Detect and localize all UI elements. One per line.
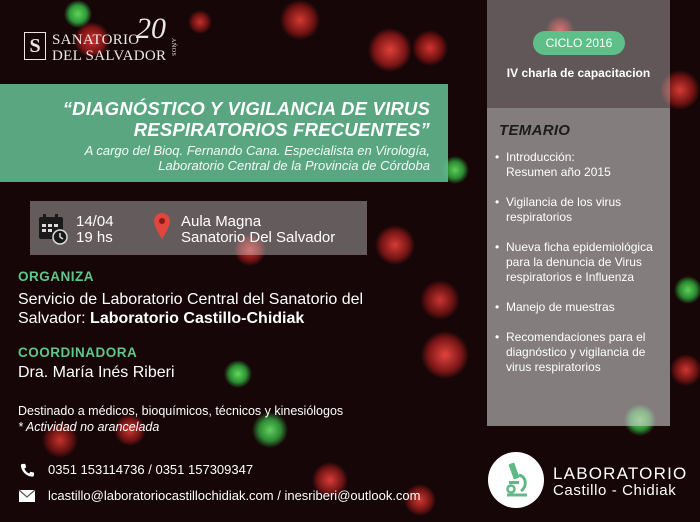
phone-contact — [18, 462, 253, 477]
organiza-text — [18, 290, 378, 328]
event-date-time — [76, 214, 114, 246]
microscope-icon — [488, 452, 544, 508]
temario-item: • Recomendaciones para el diagnóstico y vigilancia de virus respiratorios — [495, 330, 667, 375]
logo-anniversary-number: 20 — [136, 12, 166, 45]
temario-list — [495, 150, 670, 375]
event-time: 19 hs — [76, 229, 113, 246]
title-banner — [0, 84, 448, 182]
email-addresses: lcastillo@laboratoriocastillochidiak.com / inesriberi@outlook.com — [48, 488, 421, 503]
ciclo-box — [487, 0, 670, 108]
free-activity-note: * Actividad no arancelada — [18, 420, 160, 434]
lab-name-line-1: LABORATORIO — [553, 464, 688, 483]
event-date: 14/04 — [76, 213, 114, 230]
temario-item: • Introducción: Resumen año 2015 — [495, 150, 613, 180]
temario-title: TEMARIO — [499, 122, 571, 139]
talk-title: “DIAGNÓSTICO Y VIGILANCIA DE VIRUS RESPIRATORIOS FRECUENTES” — [62, 98, 430, 140]
sanatorio-logo — [24, 14, 174, 66]
temario-panel — [487, 108, 670, 426]
temario-item: • Nueva ficha epidemiológica para la denuncia de Virus respiratorios e Influenza — [495, 240, 667, 285]
logo-emblem: S — [24, 32, 46, 60]
envelope-icon — [18, 489, 36, 503]
organiza-label: ORGANIZA — [18, 269, 94, 284]
organiza-lab-name: Laboratorio Castillo-Chidiak — [90, 310, 305, 327]
place-line-1: Aula Magna — [181, 213, 262, 230]
location-pin-icon — [154, 213, 170, 239]
temario-item: • Manejo de muestras — [495, 300, 670, 315]
logo-line-2: DEL SALVADOR — [52, 48, 167, 64]
lab-name-line-2: Castillo - Chidiak — [553, 482, 677, 499]
coordinadora-label: COORDINADORA — [18, 345, 138, 360]
phone-numbers: 0351 153114736 / 0351 157309347 — [48, 462, 254, 477]
ciclo-subtitle: IV charla de capacitacion — [506, 66, 651, 80]
laboratorio-logo — [484, 448, 700, 512]
logo-line-1: SANATORIO — [52, 32, 140, 48]
speaker-subtitle: A cargo del Bioq. Fernando Cana. Especialista en Virología, Laboratorio Central de la Provincia de Córdoba — [84, 143, 430, 173]
coordinadora-name: Dra. María Inés Riberi — [18, 364, 175, 381]
date-place-bar — [30, 201, 367, 255]
organiza-service: Servicio de Laboratorio Central del Sanatorio del Salvador: — [18, 291, 364, 327]
temario-item: • Vigilancia de los virus respiratorios — [495, 195, 645, 225]
ciclo-badge: CICLO 2016 — [533, 31, 625, 55]
email-contact — [18, 488, 421, 503]
place-line-2: Sanatorio Del Salvador — [181, 229, 336, 246]
audience-text: Destinado a médicos, bioquímicos, técnicos y kinesiólogos — [18, 404, 344, 418]
logo-anos-label: AÑOS — [170, 38, 176, 57]
phone-icon — [18, 463, 36, 477]
event-place — [181, 214, 335, 246]
calendar-clock-icon — [38, 213, 68, 245]
